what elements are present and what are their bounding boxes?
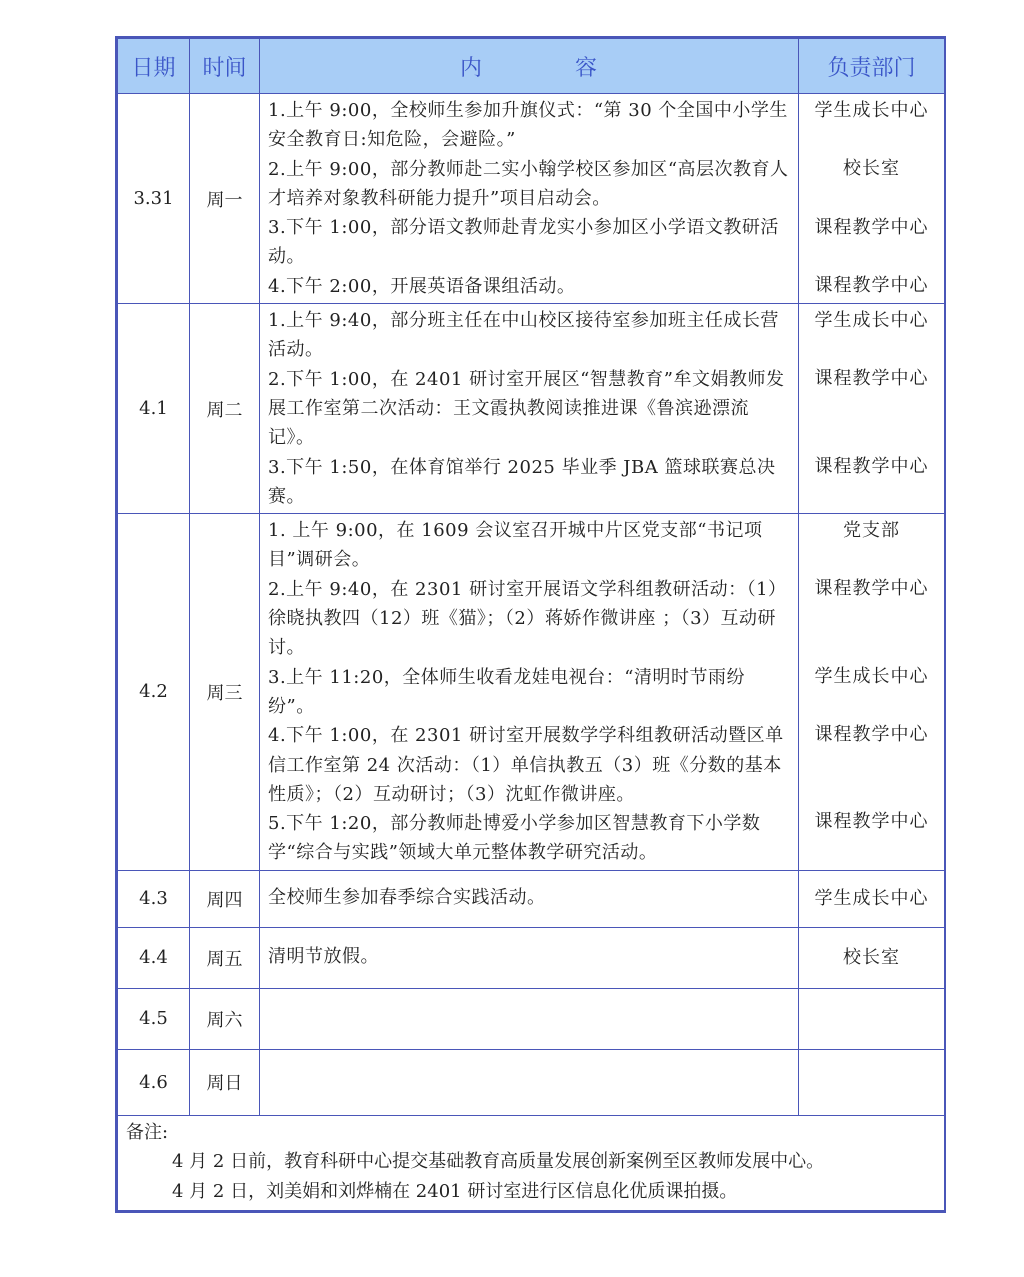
schedule-sheet xyxy=(115,36,946,1213)
header-dept: 负责部门 xyxy=(799,39,945,94)
row-date: 4.6 xyxy=(118,1049,190,1115)
header-time: 时间 xyxy=(190,39,260,94)
content-item: 4.下午 1:00，在 2301 研讨室开展数学学科组教研活动暨区单信工作室第 24 次活动：（1）单信执教五（3）班《分数的基本性质》；（2）互动研讨；（3）沈虹作微讲座。 xyxy=(268,725,784,805)
notes-label: 备注: xyxy=(126,1121,169,1143)
row-day: 周日 xyxy=(190,1049,260,1115)
row-day: 周四 xyxy=(190,870,260,927)
header-content: 内 容 xyxy=(260,39,799,94)
table-row xyxy=(118,94,945,304)
content-item: 全校师生参加春季综合实践活动。 xyxy=(268,887,546,909)
row-content xyxy=(260,1049,799,1115)
row-day: 周二 xyxy=(190,304,260,514)
content-item: 1.上午 9:40，部分班主任在中山校区接待室参加班主任成长营活动。 xyxy=(268,310,779,361)
dept-item: 校长室 xyxy=(843,158,900,180)
table-row xyxy=(118,1049,945,1115)
table-row xyxy=(118,514,945,871)
row-content xyxy=(260,94,799,304)
row-dept xyxy=(799,1049,945,1115)
row-dept xyxy=(799,870,945,927)
row-content xyxy=(260,304,799,514)
schedule-table xyxy=(117,38,945,1211)
dept-item: 课程教学中心 xyxy=(814,368,929,390)
row-day: 周六 xyxy=(190,988,260,1049)
dept-item: 课程教学中心 xyxy=(814,724,929,746)
dept-item: 课程教学中心 xyxy=(814,216,929,238)
row-date: 3.31 xyxy=(118,94,190,304)
dept-item: 学生成长中心 xyxy=(814,888,929,910)
header-date: 日期 xyxy=(118,39,190,94)
content-item: 1.上午 9:00，全校师生参加升旗仪式：“第 30 个全国中小学生安全教育日:知危险，会避险。” xyxy=(268,100,788,151)
dept-item: 党支部 xyxy=(843,520,900,542)
dept-item: 课程教学中心 xyxy=(814,578,929,600)
row-date: 4.2 xyxy=(118,514,190,871)
row-content xyxy=(260,870,799,927)
row-dept xyxy=(799,94,945,304)
row-date: 4.4 xyxy=(118,927,190,988)
notes-row xyxy=(118,1115,945,1211)
content-item: 2.上午 9:00，部分教师赴二实小翰学校区参加区“高层次教育人才培养对象教科研能力提升”项目启动会。 xyxy=(268,158,789,209)
dept-item: 学生成长中心 xyxy=(814,100,929,121)
table-row xyxy=(118,927,945,988)
content-item: 3.下午 1:50，在体育馆举行 2025 毕业季 JBA 篮球联赛总决赛。 xyxy=(268,456,776,507)
row-date: 4.3 xyxy=(118,870,190,927)
row-dept xyxy=(799,927,945,988)
row-content xyxy=(260,988,799,1049)
row-day: 周三 xyxy=(190,514,260,871)
row-date: 4.5 xyxy=(118,988,190,1049)
row-dept xyxy=(799,514,945,871)
content-item: 2.下午 1:00，在 2401 研讨室开展区“智慧教育”牟文娟教师发展工作室第二次活动：王文霞执教阅读推进课《鲁滨逊漂流记》。 xyxy=(268,368,785,449)
table-row xyxy=(118,988,945,1049)
dept-item: 课程教学中心 xyxy=(814,274,929,296)
row-content xyxy=(260,927,799,988)
content-item: 清明节放假。 xyxy=(268,946,379,968)
dept-item: 课程教学中心 xyxy=(814,811,929,833)
dept-item: 课程教学中心 xyxy=(814,455,929,477)
notes-line: 4 月 2 日，刘美娟和刘烨楠在 2401 研讨室进行区信息化优质课拍摄。 xyxy=(172,1180,738,1202)
row-day: 周五 xyxy=(190,927,260,988)
table-row xyxy=(118,870,945,927)
notes-cell xyxy=(118,1115,945,1211)
content-item: 5.下午 1:20，部分教师赴博爱小学参加区智慧教育下小学数学“综合与实践”领域大单元整体教学研究活动。 xyxy=(268,813,761,864)
header-row xyxy=(118,39,945,94)
content-item: 2.上午 9:40，在 2301 研讨室开展语文学科组教研活动：（1）徐晓执教四（12）班《猫》；（2）蒋娇作微讲座 ；（3）互动研讨。 xyxy=(268,578,787,659)
row-date: 4.1 xyxy=(118,304,190,514)
row-dept xyxy=(799,988,945,1049)
dept-item: 学生成长中心 xyxy=(814,310,929,332)
table-row xyxy=(118,304,945,514)
notes-line: 4 月 2 日前，教育科研中心提交基础教育高质量发展创新案例至区教师发展中心。 xyxy=(172,1151,825,1173)
content-item: 3.下午 1:00，部分语文教师赴青龙实小参加区小学语文教研活动。 xyxy=(268,217,779,268)
content-item: 3.上午 11:20，全体师生收看龙娃电视台：“清明时节雨纷纷”。 xyxy=(268,666,745,717)
dept-item: 校长室 xyxy=(843,947,900,969)
content-item: 4.下午 2:00，开展英语备课组活动。 xyxy=(268,275,576,297)
row-dept xyxy=(799,304,945,514)
row-content xyxy=(260,514,799,871)
content-item: 1. 上午 9:00，在 1609 会议室召开城中片区党支部“书记项目”调研会。 xyxy=(268,520,763,571)
row-day: 周一 xyxy=(190,94,260,304)
dept-item: 学生成长中心 xyxy=(814,665,929,687)
